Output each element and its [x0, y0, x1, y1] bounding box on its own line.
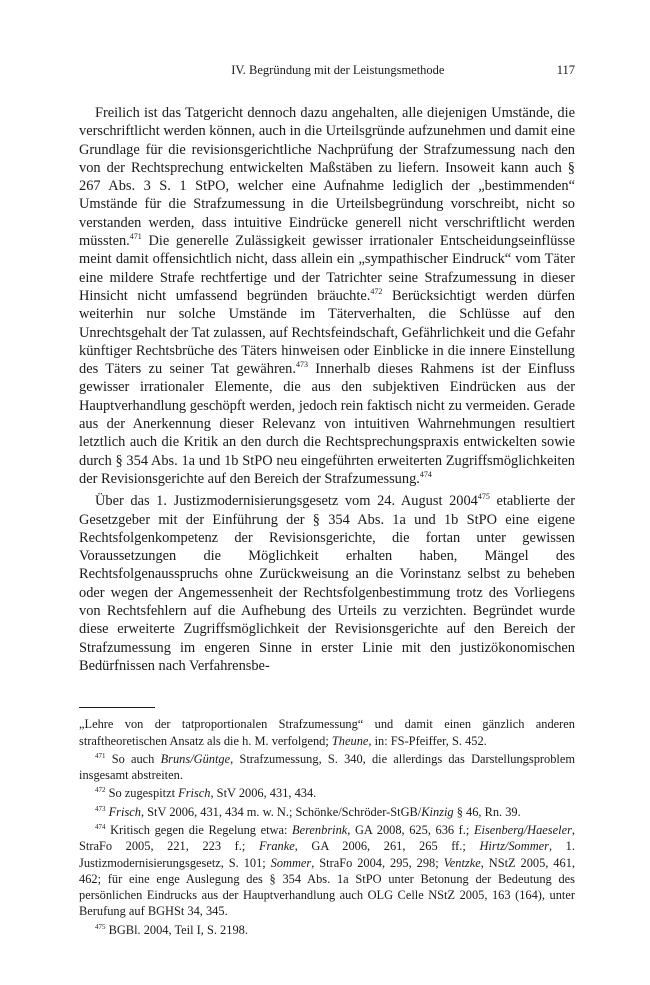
paragraph-1-text-a: Freilich ist das Tatgericht dennoch dazu angehalten, alle diejenigen Umstände, die verschriftlicht werden können, auch in die Urteilsgründe aufzunehmen und damit eine Grundlage für die revisionsgerichtliche Nachprüfung der Strafzumessung nach den von der Rechtsprechung entwickelten Maßstäben zu liefern. Insoweit kann auch § 267 Abs. 3 S. 1 StPO, welcher eine Aufnahme lediglich der „bestimmenden“ Umstände für die Strafzumessung in die Urteilsbegründung vorschreibt, nicht so verstanden werden, dass intuitive Eindrücke generell nicht verschriftlicht werden müssten. [79, 105, 575, 250]
paragraph-2-text-b: etablierte der Gesetzgeber mit der Einführung der § 354 Abs. 1a und 1b StPO eine eigene Rechtsfolgenkompetenz der Revisionsgerichte, die fortan unter gewissen Voraussetzungen die Möglichkeit erhalten haben, Mängel des Rechtsfolgenausspruchs ohne Zurückweisung an die Vorinstanz selbst zu beheben oder wegen der Angemessenheit der Rechtsfolgenbestimmung trotz des Vorliegens von Rechtsfehlern auf die Aufhebung des Urteils zu verzichten. Begründet wurde diese erweiterte Zugriffsmöglichkeit der Revisionsgerichte auf den Bereich der Strafzumessung im engeren Sinne in erster Linie mit den justizökonomischen Bedürfnissen nach Verfahrensbe- [79, 493, 575, 674]
footnote-number: 471 [95, 751, 106, 760]
footnote-text: , StV 2006, 431, 434 m. w. N.; Schönke/Schröder-StGB/ [140, 804, 422, 819]
footnote-author: Eisenberg/Haeseler [473, 822, 572, 837]
footnote-text: So auch [105, 751, 161, 766]
footnote-text: , GA 2006, 261, 265 ff.; [294, 839, 480, 854]
footnote-471 [79, 751, 575, 784]
footnote-author: Frisch [108, 804, 141, 819]
footnote-number: 473 [95, 804, 106, 813]
footnote-text: , NStZ 2005, 461, 462; für eine enge Auslegung des § 354 Abs. 1a StPO unter Betonung der Bedeutung des persönlichen Eindrucks aus der Hauptverhandlung auch OLG Celle NStZ 2005, 163 (164), unter Berufung auf BGHSt 34, 345. [79, 855, 575, 919]
footnote-author: Ventzke [443, 855, 481, 870]
footnote-ref-473[interactable]: 473 [295, 360, 308, 370]
footnote-473 [79, 804, 575, 820]
footnote-text: , GA 2008, 625, 636 f.; [347, 822, 474, 837]
footnote-text: , StraFo 2004, 295, 298; [311, 855, 444, 870]
footnote-ref-471[interactable]: 471 [129, 232, 142, 242]
footnote-cont-author: Theune [331, 733, 369, 748]
footnote-472 [79, 785, 575, 801]
footnotes [79, 716, 575, 938]
footnote-author: Kinzig [421, 804, 454, 819]
main-text [79, 104, 575, 675]
footnote-ref-472[interactable]: 472 [370, 286, 383, 296]
footnote-number: 475 [95, 922, 106, 931]
footnote-author: Bruns/Güntge [160, 751, 231, 766]
footnote-continuation [79, 716, 575, 749]
paragraph-1 [79, 104, 575, 488]
footnote-cont-text: „Lehre von der tatproportionalen Strafzumessung“ und damit einen gänzlich anderen straftheoretischen Ansatz als die h. M. verfolgend; [79, 717, 575, 748]
paragraph-1-text-b: Die generelle Zulässigkeit gewisser irrationaler Entscheidungseinflüsse meint damit offensichtlich nicht, dass allein ein „sympathischer Eindruck“ vom Täter eine mildere Strafe rechtfertige und der Tatrichter seine Strafzumessung in dieser Hinsicht nicht umfassend begründen bräuchte. [79, 233, 575, 304]
footnote-ref-475[interactable]: 475 [477, 492, 490, 502]
footnote-number: 474 [95, 822, 106, 831]
footnote-author: Hirtz/Sommer [479, 839, 549, 854]
footnote-separator [79, 707, 155, 708]
footnote-475 [79, 922, 575, 938]
footnote-474 [79, 822, 575, 920]
page-number: 117 [556, 63, 575, 77]
paragraph-2-text-a: Über das 1. Justizmodernisierungsgesetz vom 24. August 2004 [95, 493, 478, 510]
footnote-text: BGBl. 2004, Teil I, S. 2198. [105, 922, 248, 937]
footnote-text: , Strafzumessung, S. 340, die allerdings das Darstellungsproblem insgesamt abstreiten. [79, 751, 575, 783]
footnote-text: So zugespitzt [105, 786, 179, 801]
chapter-title: IV. Begründung mit der Leistungsmethode [231, 63, 445, 77]
running-header [79, 62, 575, 78]
paragraph-2 [79, 492, 575, 675]
footnote-author: Sommer [270, 855, 312, 870]
footnote-text: § 46, Rn. 39. [453, 804, 521, 819]
footnote-text: Kritisch gegen die Regelung etwa: [105, 822, 292, 837]
footnote-author: Frisch [178, 786, 211, 801]
footnote-ref-474[interactable]: 474 [419, 469, 432, 479]
document-page [79, 62, 575, 938]
footnote-text: , StraFo 2005, 221, 223 f.; [79, 822, 575, 854]
footnote-cont-end: , in: FS-Pfeiffer, S. 452. [368, 733, 487, 748]
footnote-text: , StV 2006, 431, 434. [210, 786, 317, 801]
footnote-author: Berenbrink [292, 822, 348, 837]
footnote-number: 472 [95, 786, 106, 795]
paragraph-1-text-d: Innerhalb dieses Rahmens ist der Einfluss gewisser irrationaler Elemente, die aus den subjektiven Eindrücken aus der Hauptverhandlung geschöpft werden, jedoch rein faktisch nicht zu vermeiden. Gerade aus der Anerkennung dieser Relevanz von intuitiven Wahrnehmungen resultiert letztlich auch die Kritik an den durch die Rechtsprechungspraxis entwickelten sowie durch § 354 Abs. 1a und 1b StPO neu eingeführten erweiterten Zugriffsmöglichkeiten der Revisionsgerichte auf den Bereich der Strafzumessung. [79, 361, 576, 487]
footnote-author: Franke [258, 839, 295, 854]
paragraph-1-text-c: Berücksichtigt werden dürfen weiterhin nur solche Umstände im Täterverhalten, die Schlüsse auf den Unrechtsgehalt der Tat zulassen, auf Rechtsfeindschaft, Gefährlichkeit und die Gefahr künftiger Rechtsbrüche des Täters hinweisen oder Einblicke in die innere Einstellung des Täters zu seiner Tat gewähren. [79, 287, 575, 378]
footnote-text: , 1. Justizmodernisierungsgesetz, S. 101; [79, 839, 575, 870]
